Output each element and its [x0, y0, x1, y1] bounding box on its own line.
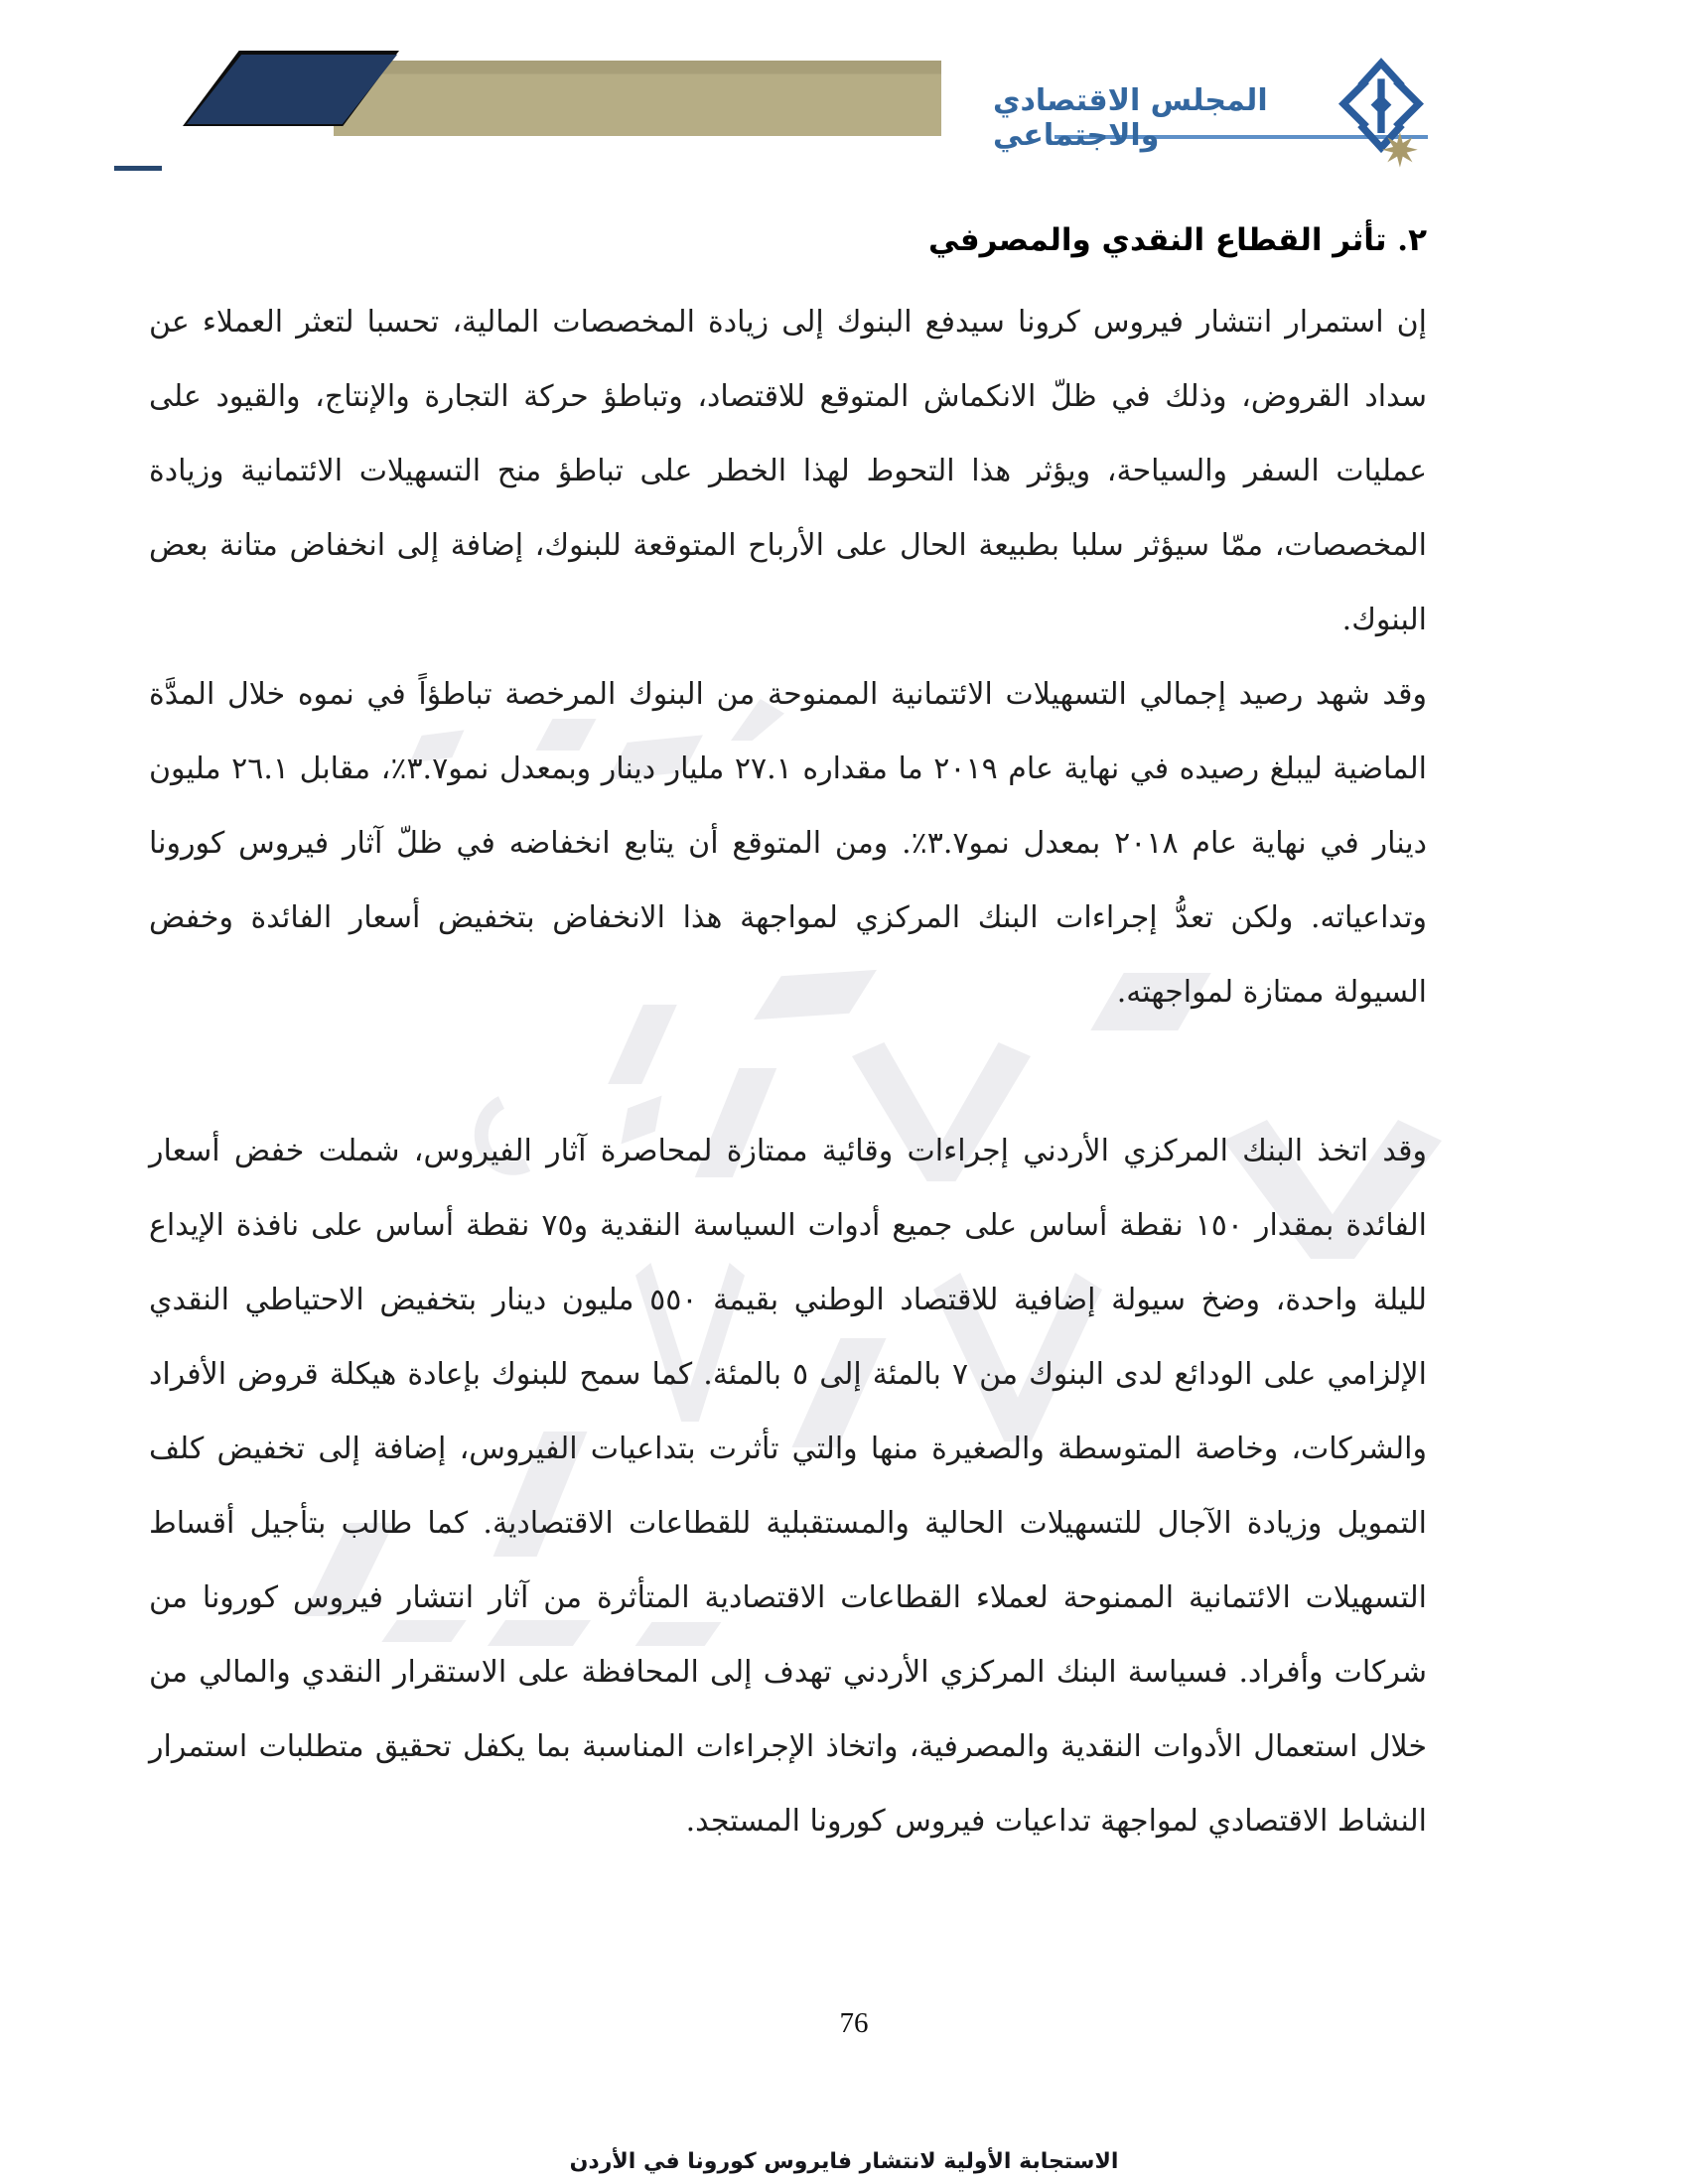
page-body	[149, 213, 1427, 1858]
council-name: المجلس الاقتصادي والاجتماعي	[993, 83, 1268, 153]
report-title: الاستجابة الأولية لانتشار فايروس كورونا في الأردن	[569, 2149, 1119, 2174]
page-number: 76	[839, 2007, 869, 2039]
section-heading: ٢. تأثر القطاع النقدي والمصرفي	[927, 222, 1427, 258]
body-paragraph-2: وقد شهد رصيد إجمالي التسهيلات الائتمانية الممنوحة من البنوك المرخصة تباطؤاً في نموه خلال المدَّة الماضية ليبلغ رصيده في نهاية عام ٢٠١٩ ما مقداره ٢٧.١ مليار دينار وبمعدل نمو٣.٧٪، مقابل ٢٦.١ مليون دينار في نهاية عام ٢٠١٨ بمعدل نمو٣.٧٪. ومن المتوقع أن يتابع انخفاضه في ظلّ آثار فيروس كورونا وتداعياته. ولكن تعدُّ إجراءات البنك المركزي لمواجهة هذا الانخفاض بتخفيض أسعار الفائدة وخفض السيولة ممتازة لمواجهته.	[149, 677, 1427, 1010]
body-paragraph-1: إن استمرار انتشار فيروس كرونا سيدفع البنوك إلى زيادة المخصصات المالية، تحسبا لتعثر العملاء عن سداد القروض، وذلك في ظلّ الانكماش المتوقع للاقتصاد، وتباطؤ حركة التجارة والإنتاج، والقيود على عمليات السفر والسياحة، ويؤثر هذا التحوط لهذا الخطر على تباطؤ منح التسهيلات الائتمانية وزيادة المخصصات، ممّا سيؤثر سلبا بطبيعة الحال على الأرباح المتوقعة للبنوك، إضافة إلى انخفاض متانة بعض البنوك.	[149, 305, 1427, 637]
body-paragraph-3: وقد اتخذ البنك المركزي الأردني إجراءات وقائية ممتازة لمحاصرة آثار الفيروس، شملت خفض أسعار الفائدة بمقدار ١٥٠ نقطة أساس على جميع أدوات السياسة النقدية و٧٥ نقطة أساس على نافذة الإيداع لليلة واحدة، وضخ سيولة إضافية للاقتصاد الوطني بقيمة ٥٥٠ مليون دينار بتخفيض الاحتياطي النقدي الإلزامي على الودائع لدى البنوك من ٧ بالمئة إلى ٥ بالمئة. كما سمح للبنوك بإعادة هيكلة قروض الأفراد والشركات، وخاصة المتوسطة والصغيرة منها والتي تأثرت بتداعيات الفيروس، إضافة إلى تخفيض كلف التمويل وزيادة الآجال للتسهيلات الحالية والمستقبلية للقطاعات الاقتصادية. كما طالب بتأجيل أقساط التسهيلات الائتمانية الممنوحة لعملاء القطاعات الاقتصادية المتأثرة من آثار انتشار فيروس كورونا من شركات وأفراد. فسياسة البنك المركزي الأردني تهدف إلى المحافظة على الاستقرار النقدي والمالي من خلال استعمال الأدوات النقدية والمصرفية، واتخاذ الإجراءات المناسبة بما يكفل تحقيق متطلبات استمرار النشاط الاقتصادي لمواجهة تداعيات فيروس كورونا المستجد.	[149, 1134, 1427, 1839]
